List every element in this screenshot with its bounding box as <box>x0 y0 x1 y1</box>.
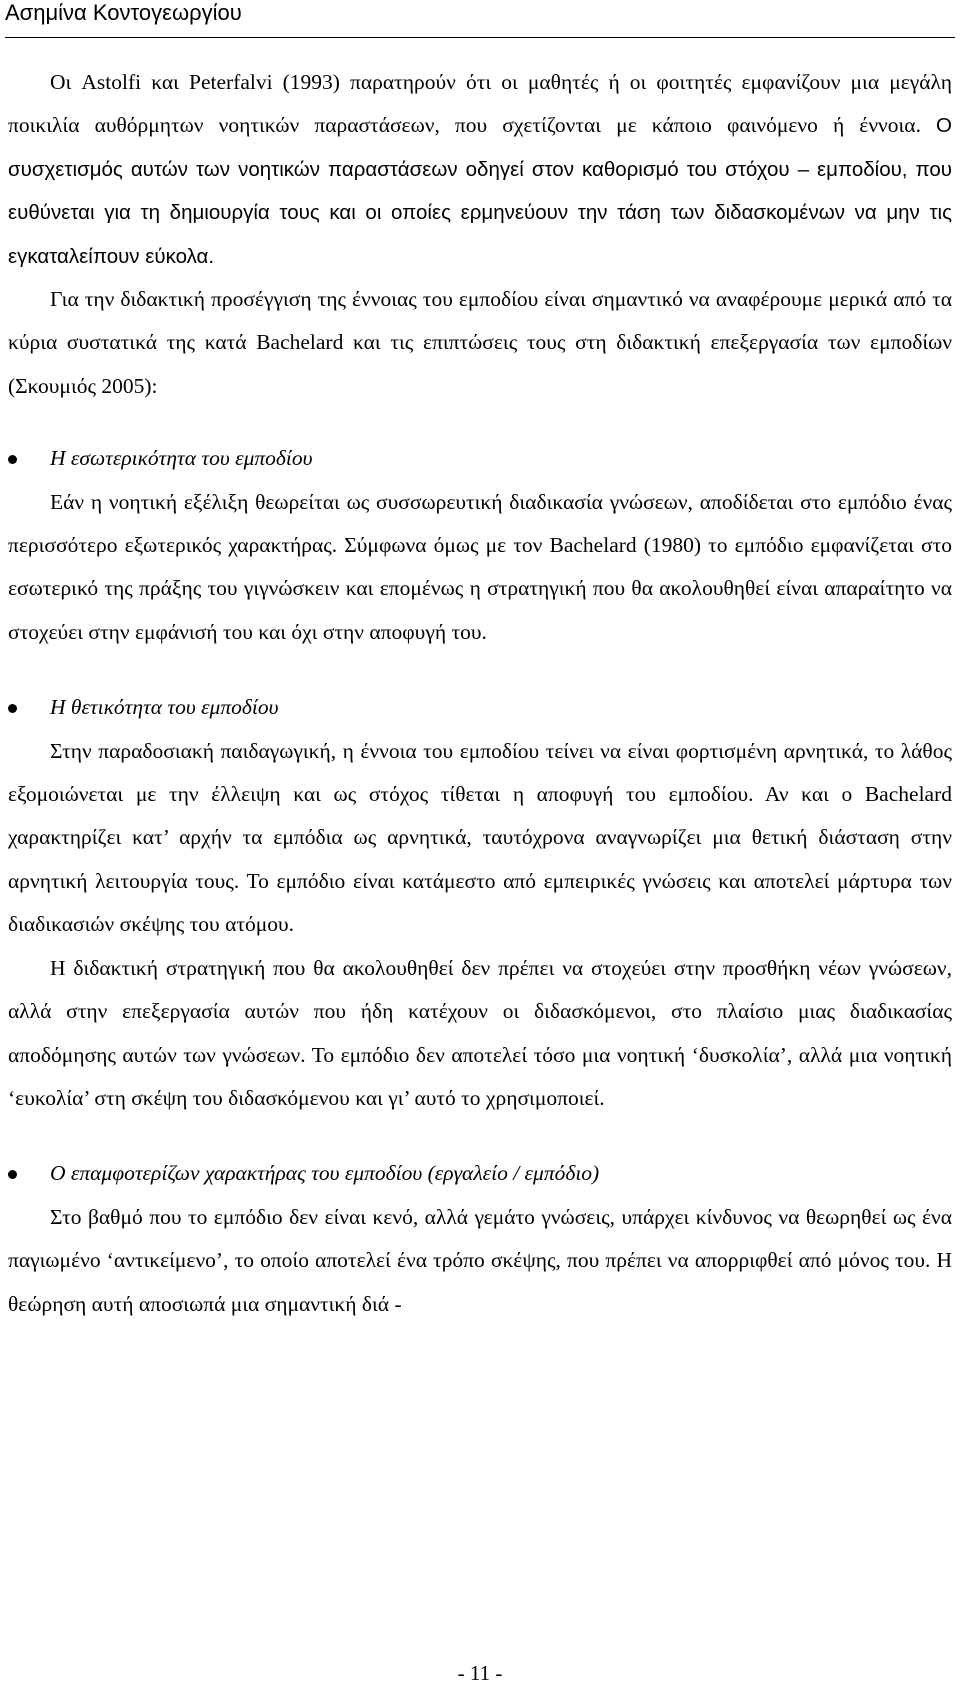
section-heading-text: Ο επαμφοτερίζων χαρακτήρας του εμποδίου (εργαλείο / εμπόδιο) <box>50 1161 600 1186</box>
spacer <box>8 408 952 437</box>
bullet-icon <box>8 455 17 464</box>
intro-paragraph-1-serif: Οι Astolfi και Peterfalvi (1993) παρατηρούν ότι οι μαθητές ή οι φοιτητές εμφανίζουν μια μεγάλη ποικιλία αυθόρμητων νοητικών παραστάσεων, που σχετίζονται με κάποιο φαινόμενο ή έννοια. <box>8 70 952 138</box>
section-heading <box>8 437 952 480</box>
intro-paragraph-1-sans: Ο συσχετισμός αυτών των νοητικών παραστάσεων οδηγεί στον καθορισμό του στόχου – εμποδίου, που ευθύνεται για τη δημιουργία τους και οι οποίες ερμηνεύουν την τάση των διδασκομένων να μην τις εγκαταλείπουν εύκολα. <box>8 114 952 268</box>
section-paragraph: Εάν η νοητική εξέλιξη θεωρείται ως συσσωρευτική διαδικασία γνώσεων, αποδίδεται στο εμπόδιο ένας περισσότερο εξωτερικός χαρακτήρας. Σύμφωνα όμως με τον Bachelard (1980) το εμπόδιο εμφανίζεται στο εσωτερικό της πράξης του γιγνώσκειν και επομένως η στρατηγική που θα ακολουθηθεί είναι απαραίτητο να στοχεύει στην εμφάνισή του και όχι στην αποφυγή του. <box>8 489 952 644</box>
section-heading-text: Η θετικότητα του εμποδίου <box>50 695 279 720</box>
intro-paragraph-1 <box>8 61 952 278</box>
spacer <box>8 1120 952 1152</box>
running-header <box>5 0 955 38</box>
spacer <box>8 654 952 686</box>
page-number: - 11 - <box>457 1661 503 1685</box>
body-text <box>8 61 952 1326</box>
header-author: Ασημίνα Κοντογεωργίου <box>5 0 242 25</box>
section-heading-text: Η εσωτερικότητα του εμποδίου <box>50 446 313 471</box>
section-paragraph: Η διδακτική στρατηγική που θα ακολουθηθεί δεν πρέπει να στοχεύει στην προσθήκη νέων γνώσεων, αλλά στην επεξεργασία αυτών που ήδη κατέχουν οι διδασκόμενοι, στο πλαίσιο μιας διαδικασίας αποδόμησης αυτών των γνώσεων. Το εμπόδιο δεν αποτελεί τόσο μια νοητική ‘δυσκολία’, αλλά μια νοητική ‘ευκολία’ στη σκέψη του διδασκόμενου και γι’ αυτό το χρησιμοποιεί. <box>8 955 952 1110</box>
bullet-icon <box>8 704 17 713</box>
section-heading <box>8 1152 952 1195</box>
section-heading <box>8 686 952 729</box>
section-paragraph: Στην παραδοσιακή παιδαγωγική, η έννοια του εμποδίου τείνει να είναι φορτισμένη αρνητικά, το λάθος εξομοιώνεται με την έλλειψη και ως στόχος τίθεται η αποφυγή του εμποδίου. Αν και ο Bachelard χαρακτηρίζει κατ’ αρχήν τα εμπόδια ως αρνητικά, ταυτόχρονα αναγνωρίζει μια θετική διάσταση στην αρνητική λειτουργία τους. Το εμπόδιο είναι κατάμεστο από εμπειρικές γνώσεις και αποτελεί μάρτυρα των διαδικασιών σκέψης του ατόμου. <box>8 738 952 937</box>
intro-paragraph-2: Για την διδακτική προσέγγιση της έννοιας του εμποδίου είναι σημαντικό να αναφέρουμε μερικά από τα κύρια συστατικά της κατά Bachelard και τις επιπτώσεις τους στη διδακτική επεξεργασία των εμποδίων (Σκουμιός 2005): <box>8 287 952 398</box>
bullet-icon <box>8 1170 17 1179</box>
section-paragraph: Στο βαθμό που το εμπόδιο δεν είναι κενό, αλλά γεμάτο γνώσεις, υπάρχει κίνδυνος να θεωρηθεί ως ένα παγιωμένο ‘αντικείμενο’, το οποίο αποτελεί ένα τρόπο σκέψης, που πρέπει να απορριφθεί από μόνος του. Η θεώρηση αυτή αποσιωπά μια σημαντική διά - <box>8 1204 952 1316</box>
